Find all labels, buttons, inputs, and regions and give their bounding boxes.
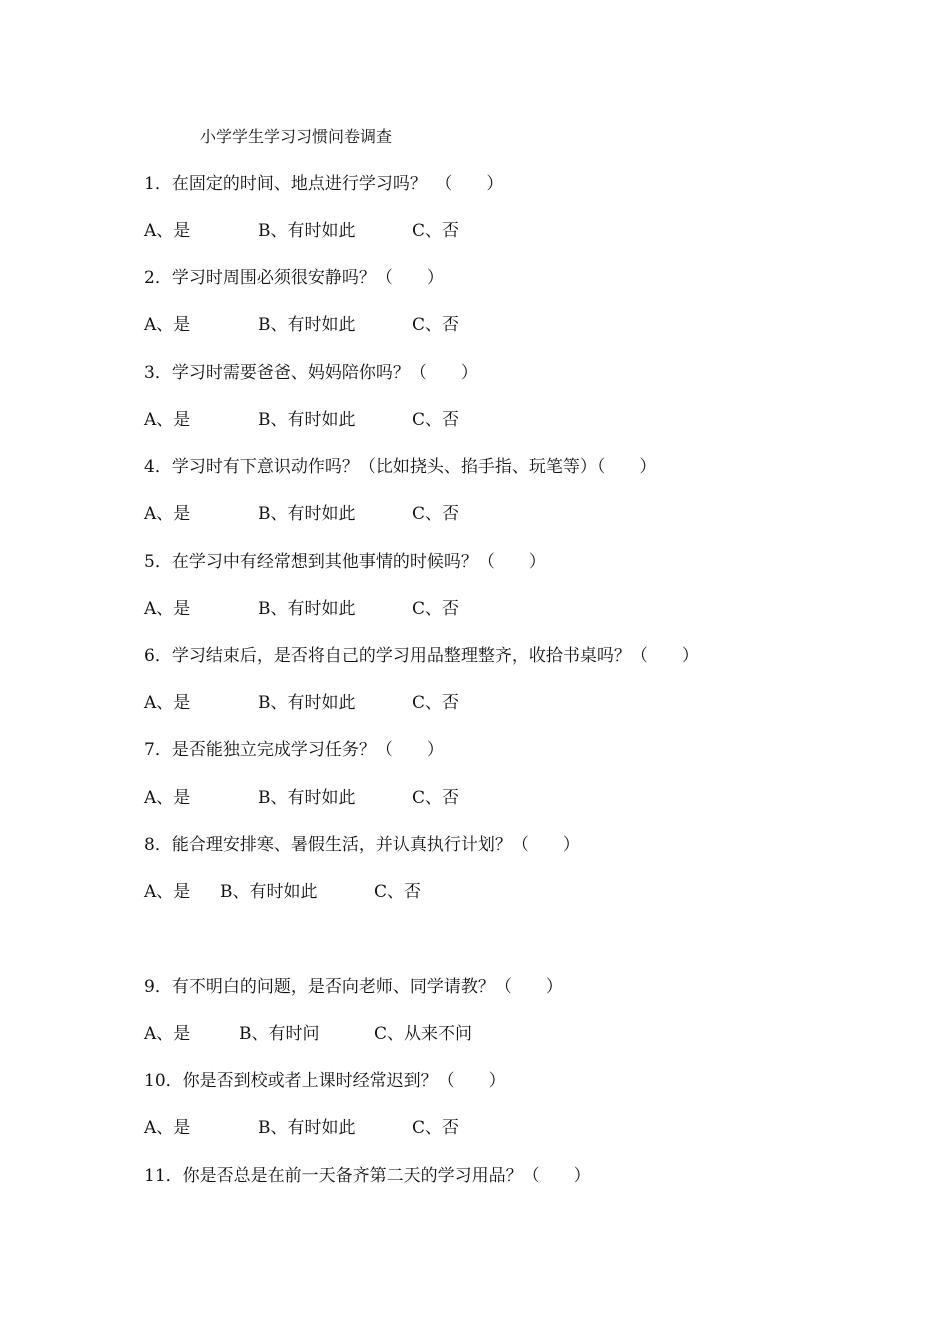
question-2: 2．学习时周围必须很安静吗？（ ）: [144, 268, 444, 288]
option-a: A、是: [144, 882, 191, 902]
question-8: 8．能合理安排寒、暑假生活，并认真执行计划？（ ）: [144, 835, 580, 855]
question-6: 6．学习结束后，是否将自己的学习用品整理整齐，收拾书桌吗？（ ）: [144, 646, 699, 666]
question-7: 7．是否能独立完成学习任务？（ ）: [144, 740, 444, 760]
option-b: B、有时如此: [258, 221, 356, 241]
option-a: A、是: [144, 693, 191, 713]
option-c: C、否: [374, 882, 422, 902]
option-c: C、否: [412, 410, 460, 430]
option-b: B、有时如此: [258, 693, 356, 713]
question-5: 5．在学习中有经常想到其他事情的时候吗？（ ）: [144, 552, 546, 572]
question-1: 1．在固定的时间、地点进行学习吗？ （ ）: [144, 174, 504, 194]
option-c: C、否: [412, 221, 460, 241]
option-b: B、有时问: [239, 1024, 320, 1044]
option-a: A、是: [144, 788, 191, 808]
option-b: B、有时如此: [258, 1118, 356, 1138]
question-10: 10．你是否到校或者上课时经常迟到？（ ）: [144, 1071, 506, 1091]
option-b: B、有时如此: [258, 788, 356, 808]
question-11: 11．你是否总是在前一天备齐第二天的学习用品？（ ）: [144, 1166, 591, 1186]
option-c: C、否: [412, 693, 460, 713]
option-c: C、否: [412, 504, 460, 524]
question-9: 9．有不明白的问题，是否向老师、同学请教？（ ）: [144, 977, 563, 997]
option-b: B、有时如此: [258, 410, 356, 430]
option-a: A、是: [144, 1118, 191, 1138]
question-3: 3．学习时需要爸爸、妈妈陪你吗？（ ）: [144, 363, 478, 383]
option-a: A、是: [144, 410, 191, 430]
option-a: A、是: [144, 1024, 191, 1044]
option-c: C、从来不问: [374, 1024, 473, 1044]
option-c: C、否: [412, 315, 460, 335]
option-a: A、是: [144, 599, 191, 619]
option-a: A、是: [144, 221, 191, 241]
option-b: B、有时如此: [258, 315, 356, 335]
option-c: C、否: [412, 788, 460, 808]
option-b: B、有时如此: [258, 599, 356, 619]
option-b: B、有时如此: [258, 504, 356, 524]
question-4: 4．学习时有下意识动作吗？（比如挠头、掐手指、玩笔等）（ ）: [144, 457, 657, 477]
option-c: C、否: [412, 599, 460, 619]
option-b: B、有时如此: [220, 882, 318, 902]
option-a: A、是: [144, 504, 191, 524]
page-title: 小学学生学习习惯问卷调查: [200, 127, 393, 146]
option-c: C、否: [412, 1118, 460, 1138]
option-a: A、是: [144, 315, 191, 335]
